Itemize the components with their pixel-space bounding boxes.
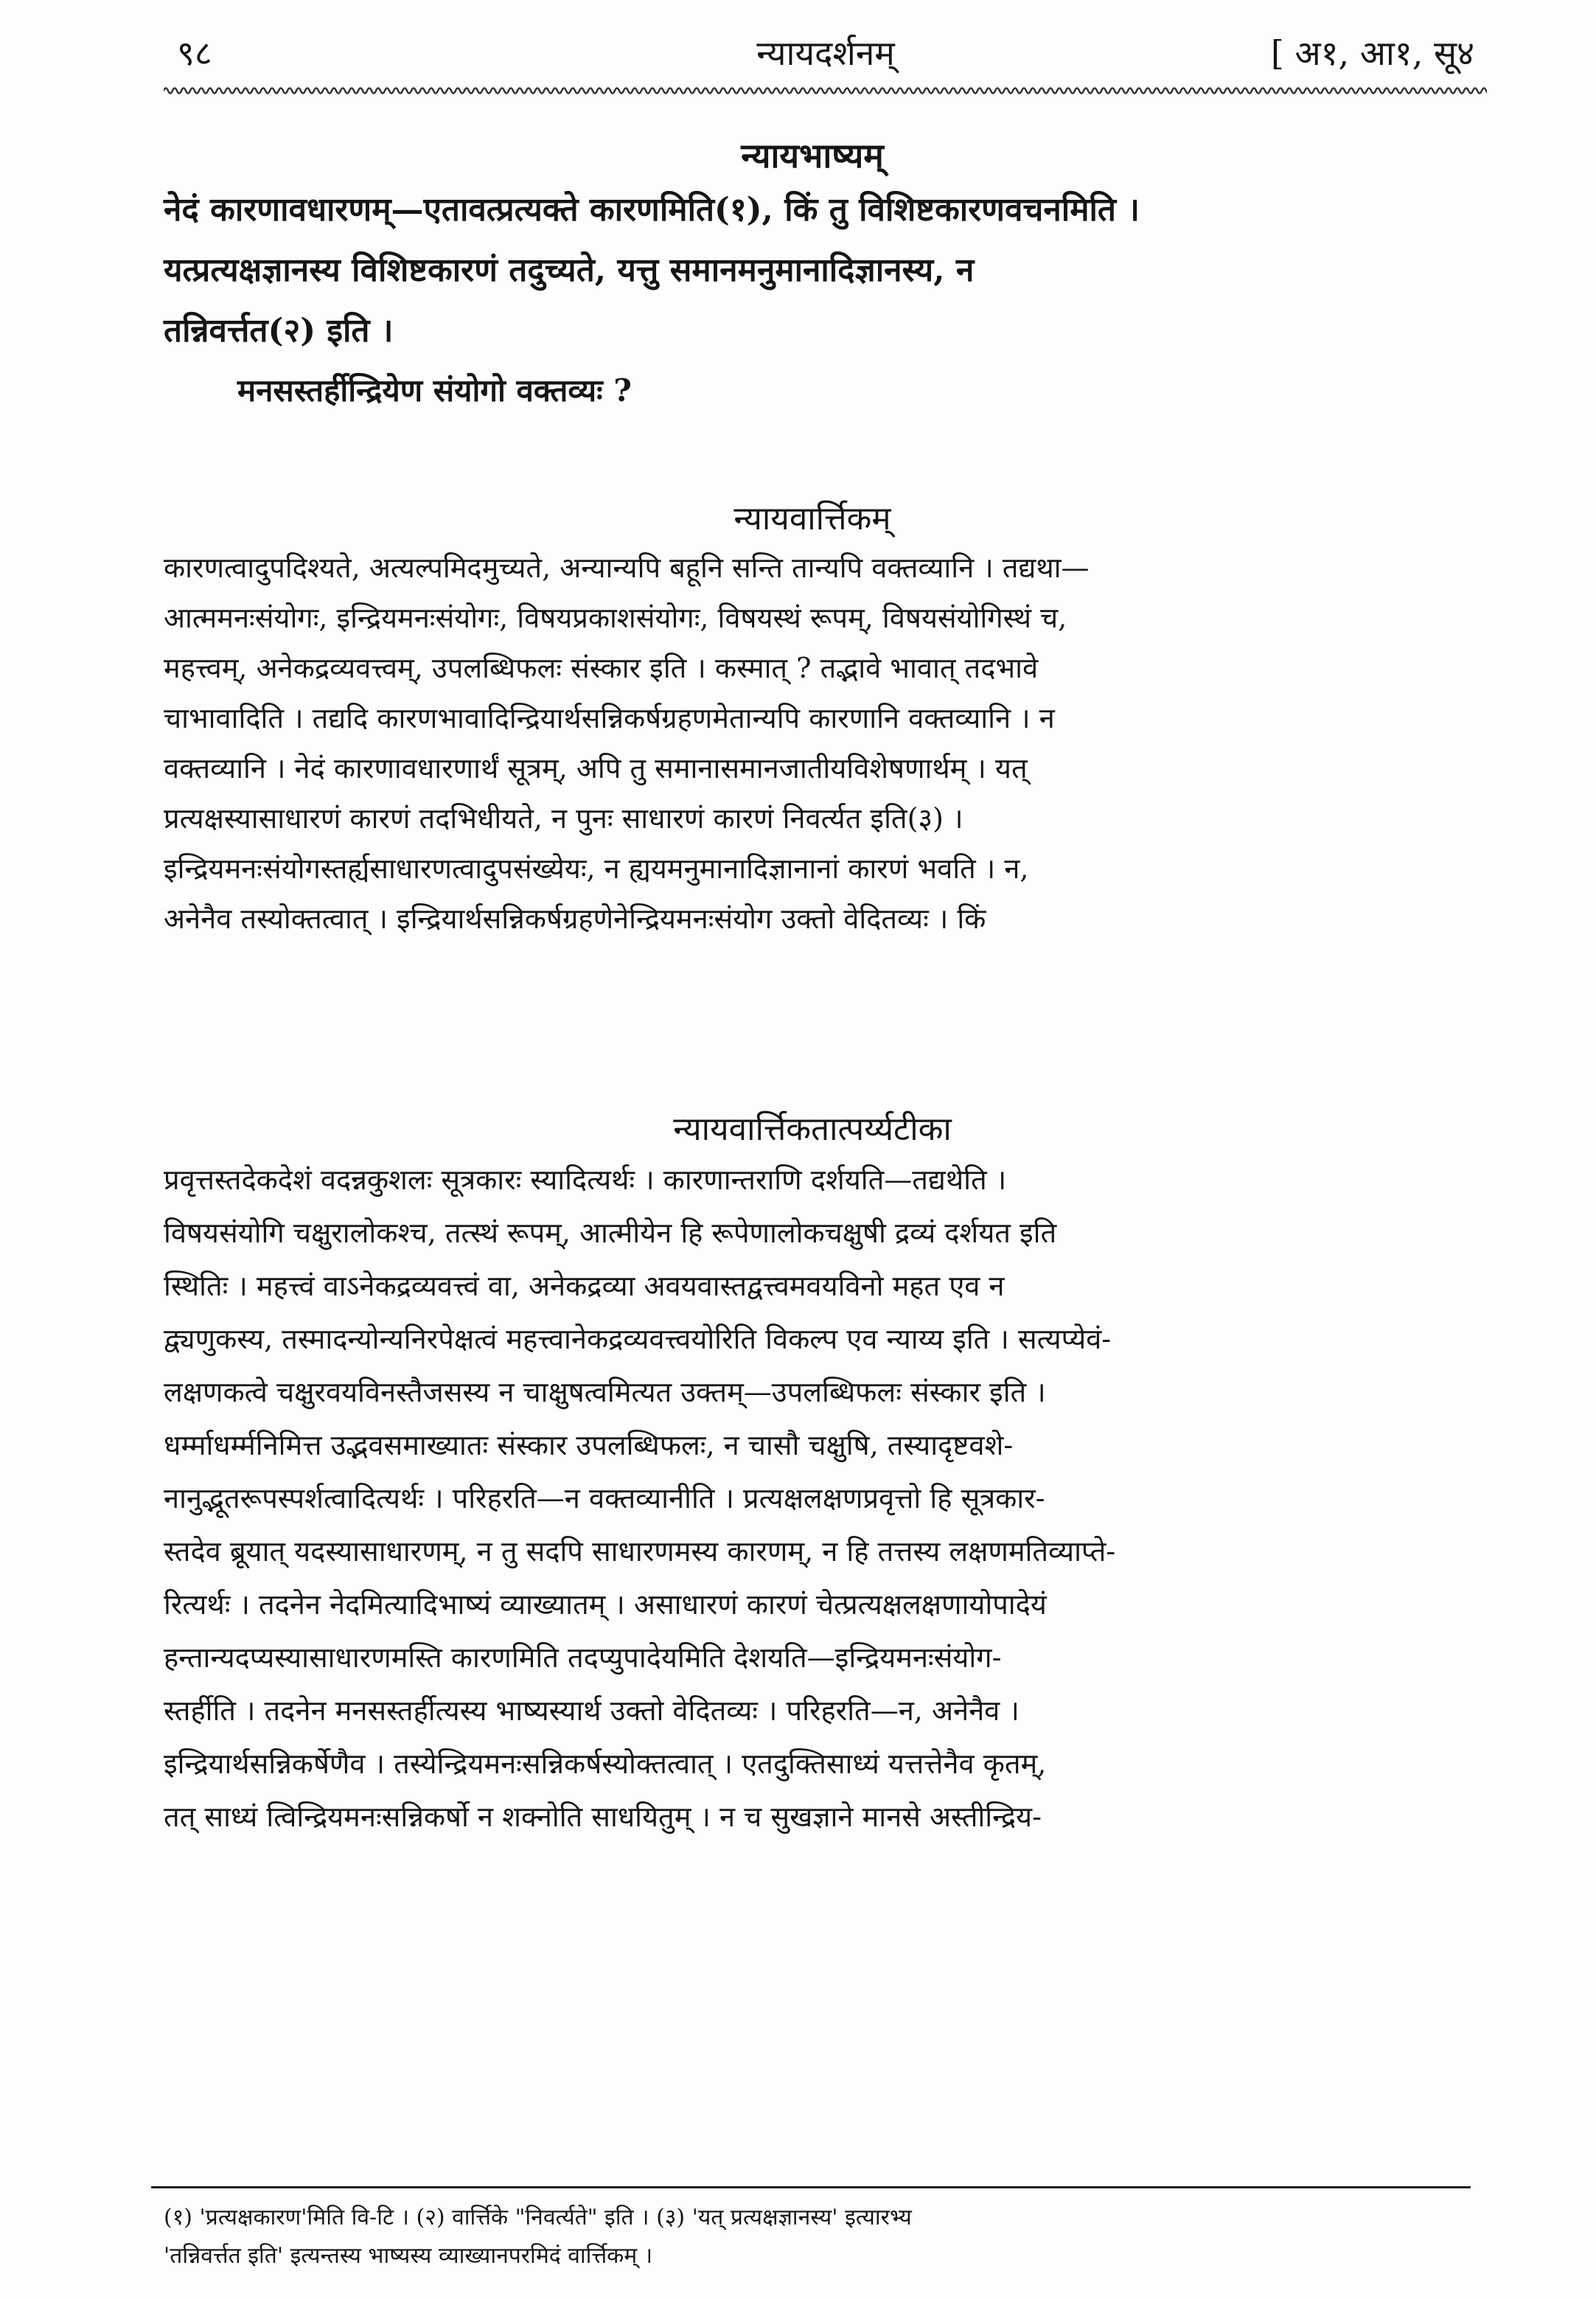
wavy-header-rule bbox=[164, 84, 1487, 97]
footnote-text: (१) 'प्रत्यक्षकारण'मिति वि-टि । (२) वार्त्तिके "निवर्त्यते" इति । (३) 'यत् प्रत्यक्षज्ञानस्य' इत्यारभ्य 'तन्निवर्त्तत इति' इत्यन्तस्य भाष्यस्य व्याख्यानपरमिदं वार्त्तिकम् । bbox=[164, 2205, 912, 2269]
vartika-heading: न्यायवार्त्तिकम् bbox=[733, 500, 891, 538]
footnotes bbox=[164, 2199, 1461, 2275]
vartika-text: कारणत्वादुपदिश्यते, अत्यल्पमिदमुच्यते, अन्यान्यपि बहूनि सन्ति तान्यपि वक्तव्यानि । तद्यथा— आत्ममनःसंयोगः, इन्द्रियमनःसंयोगः, विषयप्रकाशसंयोगः, विषयस्थं रूपम्, विषयसंयोगिस्थं च, महत्त्वम्, अनेकद्रव्यवत्त्वम्, उपलब्धिफलः संस्कार इति । कस्मात् ? तद्भावे भावात् तदभावे चाभावादिति । तद्यदि कारणभावादिन्द्रियार्थसन्निकर्षग्रहणमेतान्यपि कारणानि वक्तव्यानि । न वक्तव्यानि । नेदं कारणावधारणार्थं सूत्रम्, अपि तु समानासमानजातीयविशेषणार्थम् । यत् प्रत्यक्षस्यासाधारणं कारणं तदभिधीयते, न पुनः साधारणं कारणं निवर्त्यत इति(३) । इन्द्रियमनःसंयोगस्तर्ह्यसाधारणत्वादुपसंख्येयः, न ह्ययमनुमानादिज्ञानानां कारणं भवति । न, अनेनैव तस्योक्तत्वात् । इन्द्रियार्थसन्निकर्षग्रहणेनेन्द्रियमनःसंयोग उक्तो वेदितव्यः । किं bbox=[164, 552, 1090, 935]
bhashya-question: मनसस्तर्हीन्द्रियेण संयोगो वक्तव्यः ? bbox=[237, 372, 632, 408]
tika-section bbox=[164, 1106, 1461, 1843]
bhashya-section bbox=[164, 131, 1461, 420]
footnote-divider bbox=[151, 2186, 1471, 2188]
bhashya-heading: न्यायभाष्यम् bbox=[741, 136, 884, 175]
tika-text: प्रवृत्तस्तदेकदेशं वदन्नकुशलः सूत्रकारः स्यादित्यर्थः । कारणान्तराणि दर्शयति—तद्यथेति । विषयसंयोगि चक्षुरालोकश्च, तत्स्थं रूपम्, आत्मीयेन हि रूपेणालोकचक्षुषी द्रव्यं दर्शयत इति स्थितिः । महत्त्वं वाऽनेकद्रव्यवत्त्वं वा, अनेकद्रव्या अवयवास्तद्वत्त्वमवयविनो महत एव न द्व्यणुकस्य, तस्मादन्योन्यनिरपेक्षत्वं महत्त्वानेकद्रव्यवत्त्वयोरिति विकल्प एव न्याय्य इति । सत्यप्येवं- लक्षणकत्वे चक्षुरवयविनस्तैजसस्य न चाक्षुषत्वमित्यत उक्तम्—उपलब्धिफलः संस्कार इति । धर्म्माधर्म्मनिमित्त उद्भवसमाख्यातः संस्कार उपलब्धिफलः, न चासौ चक्षुषि, तस्यादृष्टवशे- नानुद्भूतरूपस्पर्शत्वादित्यर्थः । परिहरति—न वक्तव्यानीति । प्रत्यक्षलक्षणप्रवृत्तो हि सूत्रकार- स्तदेव ब्रूयात् यदस्यासाधारणम्, न तु सदपि साधारणमस्य कारणम्, न हि तत्तस्य लक्षणमतिव्याप्ते- रित्यर्थः । तदनेन नेदमित्यादिभाष्यं व्याख्यातम् । असाधारणं कारणं चेत्प्रत्यक्षलक्षणायोपादेयं हन्तान्यदप्यस्यासाधारणमस्ति कारणमिति तदप्युपादेयमिति देशयति—इन्द्रियमनःसंयोग- स्तर्हीति । तदनेन मनसस्तर्हीत्यस्य भाष्यस्यार्थ उक्तो वेदितव्यः । परिहरति—न, अनेनैव । इन्द्रियार्थसन्निकर्षेणैव । तस्येन्द्रियमनःसन्निकर्षस्योक्तत्वात् । एतदुक्तिसाध्यं यत्तत्तेनैव कृतम्, तत् साध्यं त्विन्द्रियमनःसन्निकर्षो न शक्नोति साधयितुम् । न च सुखज्ञाने मानसे अस्तीन्द्रिय- bbox=[164, 1164, 1116, 1833]
section-reference: [ अ१, आ१, सू४ bbox=[1270, 33, 1474, 73]
tika-heading: न्यायवार्त्तिकतात्पर्य्यटीका bbox=[673, 1110, 952, 1148]
bhashya-text: नेदं कारणावधारणम्—एतावत्प्रत्यक्ते कारणमिति(१), किं तु विशिष्टकारणवचनमिति । यत्प्रत्यक्षज्ञानस्य विशिष्टकारणं तदुच्यते, यत्तु समानमनुमानादिज्ञानस्य, न तन्निवर्त्तत(२) इति । bbox=[164, 191, 1140, 349]
page-number: ९८ bbox=[177, 33, 212, 73]
vartika-section bbox=[164, 495, 1461, 944]
running-title: न्यायदर्शनम् bbox=[756, 33, 895, 73]
page-header bbox=[162, 29, 1489, 88]
